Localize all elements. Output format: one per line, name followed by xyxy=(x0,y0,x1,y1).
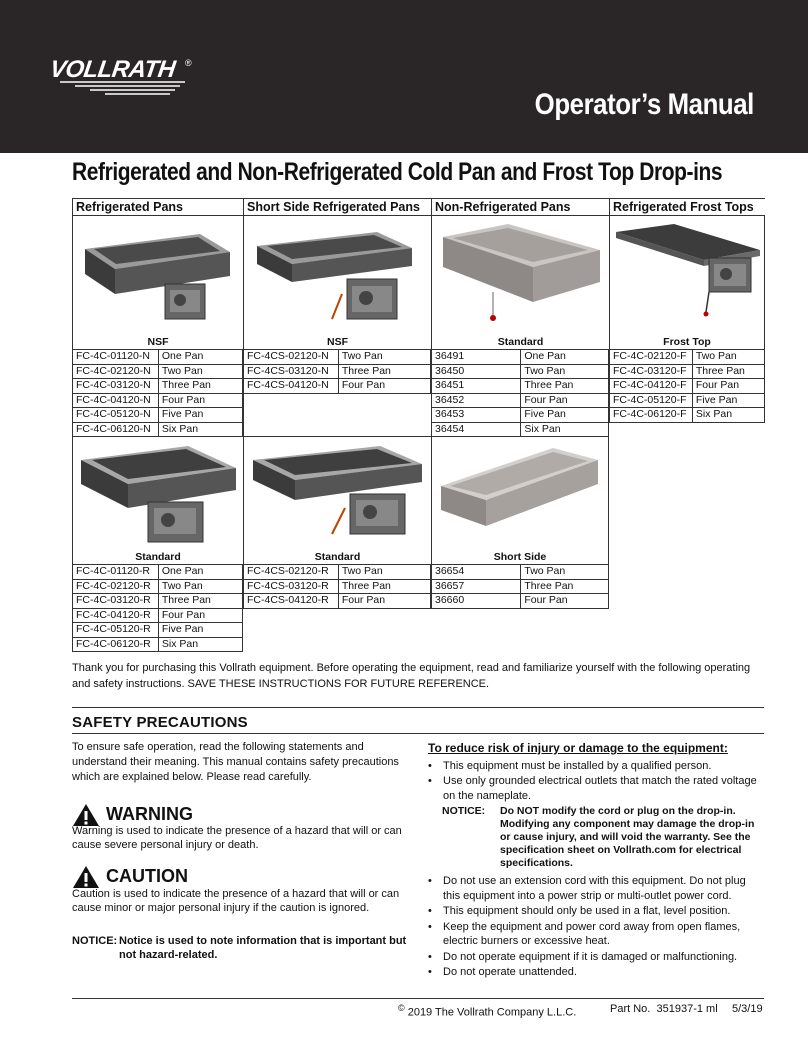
warning-label: WARNING xyxy=(106,803,193,824)
pan-count: Four Pan xyxy=(158,393,242,408)
model-number: FC-4CS-02120-R xyxy=(244,565,339,580)
refrigerated-pan-standard-image xyxy=(78,442,240,548)
column-heading-non-refrigerated: Non-Refrigerated Pans xyxy=(431,198,609,216)
notice-block xyxy=(72,934,412,962)
short-side-non-refrigerated-image xyxy=(438,444,604,536)
risk-notice xyxy=(442,805,764,870)
column-heading-refrigerated: Refrigerated Pans xyxy=(72,198,243,216)
model-number: 36657 xyxy=(432,579,521,594)
short-side-pan-nsf-image xyxy=(252,224,422,334)
subheading: Standard xyxy=(431,335,609,349)
pan-count: One Pan xyxy=(158,565,242,580)
table-row xyxy=(73,565,243,580)
safety-intro: To ensure safe operation, read the following statements and understand their meaning. This manual contains safety precautions which are explained below. Please read carefully. xyxy=(72,741,399,783)
list-item: • This equipment should only be used in a flat, level position. xyxy=(428,904,764,919)
table-row xyxy=(432,579,609,594)
list-item: • Keep the equipment and power cord away from open flames, electric burners or excessive heat. xyxy=(428,920,764,949)
refrigerated-pan-nsf-image xyxy=(80,224,238,334)
column-heading-short-side: Short Side Refrigerated Pans xyxy=(243,198,431,216)
model-number: FC-4C-02120-R xyxy=(73,579,159,594)
table-row xyxy=(432,565,609,580)
part-number-value: 351937-1 ml xyxy=(656,1003,718,1015)
pan-count: Five Pan xyxy=(158,408,242,423)
model-number: 36660 xyxy=(432,594,521,609)
risk-list-b xyxy=(428,874,764,980)
model-number: FC-4C-06120-N xyxy=(73,422,159,437)
pan-count: Six Pan xyxy=(158,422,242,437)
pan-count: Three Pan xyxy=(158,379,242,394)
risk-heading: To reduce risk of injury or damage to the equipment: xyxy=(428,741,728,755)
copyright xyxy=(398,1003,576,1019)
divider xyxy=(72,707,764,708)
table-row xyxy=(610,350,765,365)
model-number: FC-4CS-02120-N xyxy=(244,350,339,365)
pan-count: Four Pan xyxy=(338,379,430,394)
revision-date: 5/3/19 xyxy=(732,1003,763,1015)
notice-text: Do NOT modify the cord or plug on the drop-in. Modifying any component may damage the drop-in or cause injury, and will void the warranty. See the specification sheet on Vollrath.com for electrical specifications. xyxy=(500,805,755,869)
table-row xyxy=(73,594,243,609)
notice-label: NOTICE: xyxy=(72,935,118,947)
table-row xyxy=(432,408,609,423)
model-number: FC-4C-04120-F xyxy=(610,379,693,394)
model-number: FC-4CS-03120-N xyxy=(244,364,339,379)
pan-count: Three Pan xyxy=(521,379,609,394)
subheading: Standard xyxy=(72,550,243,564)
pan-count: Three Pan xyxy=(338,579,430,594)
pan-count: Three Pan xyxy=(692,364,764,379)
table-row xyxy=(73,350,243,365)
pan-count: Four Pan xyxy=(521,594,609,609)
model-table-short-side-nsf xyxy=(243,349,431,394)
model-table-short-side-non-refrigerated xyxy=(431,564,609,609)
model-number: FC-4CS-04120-R xyxy=(244,594,339,609)
pan-count: Four Pan xyxy=(692,379,764,394)
table-row xyxy=(432,594,609,609)
caution-icon xyxy=(72,865,100,889)
table-row xyxy=(244,350,431,365)
model-number: FC-4C-03120-R xyxy=(73,594,159,609)
notice-label: NOTICE: xyxy=(442,805,486,817)
table-row xyxy=(73,393,243,408)
pan-count: Two Pan xyxy=(338,565,430,580)
table-row xyxy=(244,579,431,594)
frost-top-image xyxy=(614,222,762,327)
model-number: FC-4C-04120-R xyxy=(73,608,159,623)
copyright-text: 2019 The Vollrath Company L.L.C. xyxy=(407,1006,577,1019)
model-number: 36452 xyxy=(432,393,521,408)
table-row xyxy=(73,379,243,394)
pan-count: One Pan xyxy=(521,350,609,365)
table-row xyxy=(432,350,609,365)
table-row xyxy=(432,422,609,437)
model-number: 36491 xyxy=(432,350,521,365)
pan-count: Five Pan xyxy=(521,408,609,423)
model-number: FC-4C-02120-F xyxy=(610,350,693,365)
pan-count: Two Pan xyxy=(158,579,242,594)
model-number: FC-4C-03120-F xyxy=(610,364,693,379)
pan-count: Two Pan xyxy=(338,350,430,365)
model-number: FC-4C-06120-F xyxy=(610,408,693,423)
table-row xyxy=(610,393,765,408)
brand-name: VOLLRATH xyxy=(48,56,177,83)
list-item: • Do not operate unattended. xyxy=(428,965,764,980)
registered-mark: ® xyxy=(185,58,192,68)
table-row xyxy=(432,393,609,408)
footer-divider xyxy=(72,998,764,999)
column-heading-frost-tops: Refrigerated Frost Tops xyxy=(609,198,765,216)
table-row xyxy=(73,422,243,437)
list-item: • This equipment must be installed by a qualified person. xyxy=(428,759,764,774)
pan-count: Two Pan xyxy=(158,364,242,379)
table-row xyxy=(432,379,609,394)
pan-count: One Pan xyxy=(158,350,242,365)
table-row xyxy=(73,579,243,594)
model-number: 36654 xyxy=(432,565,521,580)
header-banner xyxy=(0,0,808,153)
warning-text: Warning is used to indicate the presence of a hazard that will or can cause severe personal injury or death. xyxy=(72,825,402,851)
model-table-non-refrigerated xyxy=(431,349,609,437)
notice-text: Notice is used to note information that is important but not hazard-related. xyxy=(119,935,407,961)
pan-count: Five Pan xyxy=(692,393,764,408)
pan-count: Two Pan xyxy=(521,364,609,379)
table-row xyxy=(432,364,609,379)
table-row xyxy=(244,379,431,394)
model-number: FC-4C-05120-N xyxy=(73,408,159,423)
list-item: • Do not operate equipment if it is damaged or malfunctioning. xyxy=(428,950,764,965)
table-row xyxy=(73,637,243,652)
model-number: FC-4C-01120-N xyxy=(73,350,159,365)
table-row xyxy=(73,408,243,423)
subheading: Frost Top xyxy=(609,335,765,349)
model-number: FC-4C-04120-N xyxy=(73,393,159,408)
model-table-short-side-standard xyxy=(243,564,431,609)
pan-count: Two Pan xyxy=(692,350,764,365)
table-row xyxy=(244,364,431,379)
model-number: FC-4C-05120-R xyxy=(73,623,159,638)
table-row xyxy=(73,608,243,623)
caution-heading xyxy=(72,865,188,889)
part-number xyxy=(610,1003,718,1015)
model-number: FC-4C-06120-R xyxy=(73,637,159,652)
table-row xyxy=(73,364,243,379)
subheading: Standard xyxy=(243,550,431,564)
model-table-frost-top xyxy=(609,349,765,423)
table-row xyxy=(610,364,765,379)
table-row xyxy=(244,594,431,609)
pan-count: Six Pan xyxy=(521,422,609,437)
table-row xyxy=(610,408,765,423)
subheading: Short Side xyxy=(431,550,609,564)
pan-count: Four Pan xyxy=(521,393,609,408)
part-label: Part No. xyxy=(610,1003,651,1015)
intro-paragraph: Thank you for purchasing this Vollrath equipment. Before operating the equipment, read and familiarize yourself with the following operating and safety instructions. SAVE THESE INSTRUCTIONS FOR FUTURE REFERENCE. xyxy=(72,662,751,690)
model-table-refrigerated-nsf xyxy=(72,349,243,437)
list-item: • Use only grounded electrical outlets that match the rated voltage on the nameplate. xyxy=(428,774,764,803)
non-refrigerated-pan-image xyxy=(438,222,604,327)
model-number: 36450 xyxy=(432,364,521,379)
model-number: 36453 xyxy=(432,408,521,423)
section-title: SAFETY PRECAUTIONS xyxy=(72,714,248,731)
model-number: FC-4C-01120-R xyxy=(73,565,159,580)
subheading: NSF xyxy=(243,335,431,349)
divider xyxy=(72,733,764,734)
model-number: 36451 xyxy=(432,379,521,394)
model-number: FC-4C-02120-N xyxy=(73,364,159,379)
pan-count: Four Pan xyxy=(158,608,242,623)
model-number: FC-4CS-04120-N xyxy=(244,379,339,394)
pan-count: Six Pan xyxy=(692,408,764,423)
pan-count: Two Pan xyxy=(521,565,609,580)
copyright-symbol: © xyxy=(398,1003,405,1013)
model-table-refrigerated-standard xyxy=(72,564,243,652)
risk-section xyxy=(428,741,764,981)
empty-cell xyxy=(243,393,431,437)
manual-title: Operator’s Manual xyxy=(534,88,754,121)
model-number: FC-4C-03120-N xyxy=(73,379,159,394)
risk-list-a xyxy=(428,759,764,804)
model-number: FC-4C-05120-F xyxy=(610,393,693,408)
pan-count: Three Pan xyxy=(158,594,242,609)
document-title: Refrigerated and Non-Refrigerated Cold Pan and Frost Top Drop-ins xyxy=(72,158,723,186)
caution-text: Caution is used to indicate the presence of a hazard that will or can cause minor or major personal injury if the caution is ignored. xyxy=(72,888,400,914)
caution-label: CAUTION xyxy=(106,865,188,886)
pan-count: Five Pan xyxy=(158,623,242,638)
pan-count: Four Pan xyxy=(338,594,430,609)
table-row xyxy=(73,623,243,638)
pan-count: Three Pan xyxy=(521,579,609,594)
model-number: FC-4CS-03120-R xyxy=(244,579,339,594)
table-row xyxy=(610,379,765,394)
subheading: NSF xyxy=(72,335,243,349)
pan-count: Six Pan xyxy=(158,637,242,652)
short-side-pan-standard-image xyxy=(250,442,426,548)
table-row xyxy=(244,565,431,580)
model-number: 36454 xyxy=(432,422,521,437)
pan-count: Three Pan xyxy=(338,364,430,379)
list-item: • Do not use an extension cord with this equipment. Do not plug this equipment into a power strip or multi-outlet power cord. xyxy=(428,874,764,903)
